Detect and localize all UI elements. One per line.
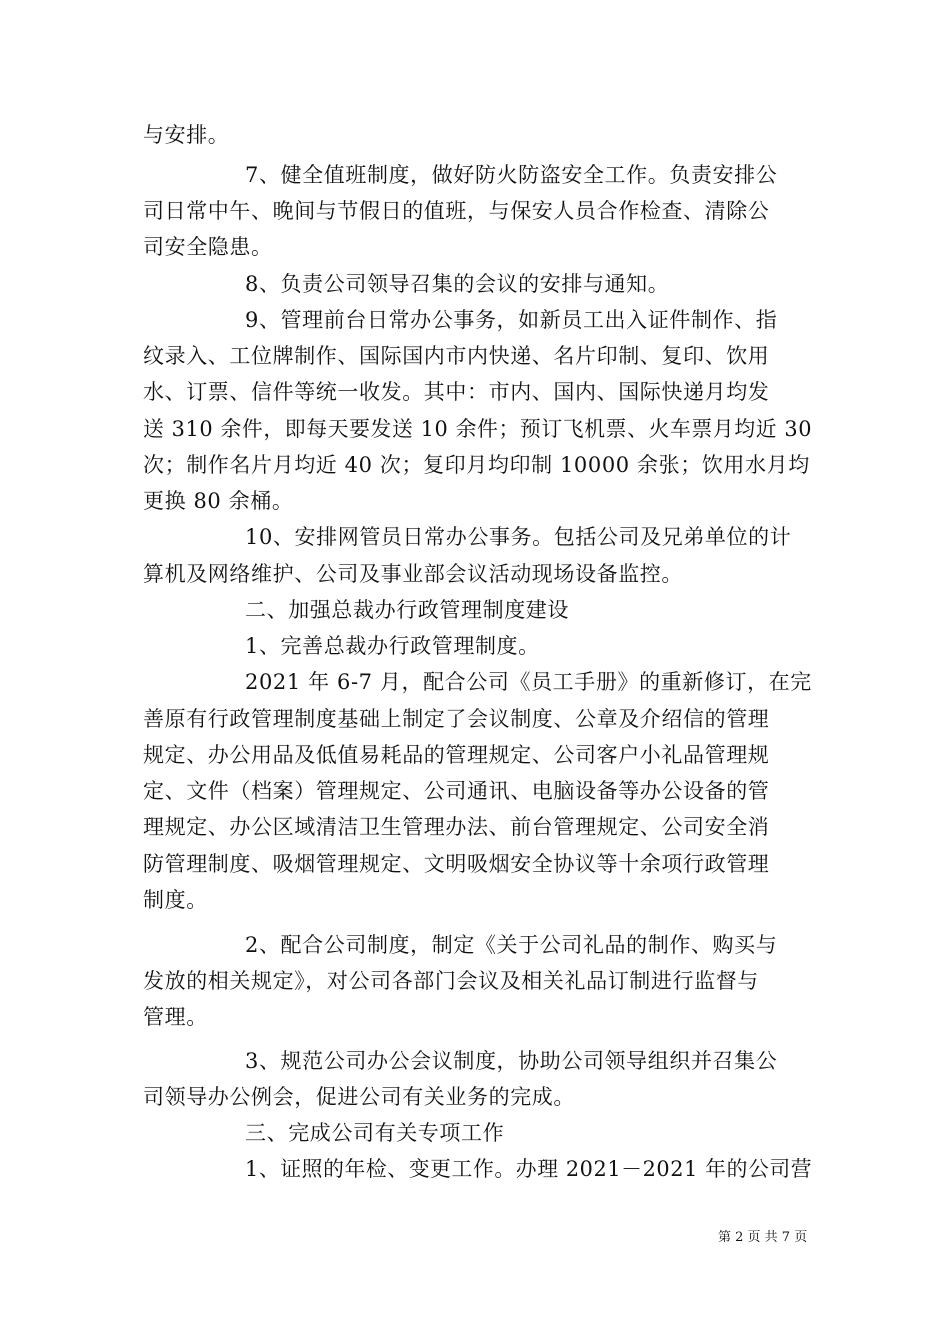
text-line: 定、文件（档案）管理规定、公司通讯、电脑设备等办公设备的管 [143, 779, 770, 803]
text-line: 防管理制度、吸烟管理规定、文明吸烟安全协议等十余项行政管理 [143, 852, 770, 876]
text-line: 1、证照的年检、变更工作。办理 2021－2021 年的公司营 [245, 1157, 813, 1181]
text-line: 与安排。 [143, 123, 230, 147]
text-line: 理规定、办公区域清洁卫生管理办法、前台管理规定、公司安全消 [143, 815, 770, 839]
text-line: 3、规范公司办公会议制度，协助公司领导组织并召集公 [245, 1049, 778, 1073]
text-line: 纹录入、工位牌制作、国际国内市内快递、名片印制、复印、饮用 [143, 344, 770, 368]
text-line: 水、订票、信件等统一收发。其中：市内、国内、国际快递月均发 [143, 380, 770, 404]
text-line: 司日常中午、晚间与节假日的值班，与保安人员合作检查、清除公 [143, 199, 770, 223]
text-line: 10、安排网管员日常办公事务。包括公司及兄弟单位的计 [245, 525, 792, 549]
text-line: 8、负责公司领导召集的会议的安排与通知。 [245, 272, 670, 296]
text-line: 管理。 [143, 1005, 208, 1029]
text-line: 2、配合公司制度，制定《关于公司礼品的制作、购买与 [245, 933, 778, 957]
text-line: 7、健全值班制度，做好防火防盗安全工作。负责安排公 [245, 163, 778, 187]
text-line: 送 310 余件，即每天要发送 10 余件；预订飞机票、火车票月均近 30 [143, 417, 813, 441]
text-line: 司领导办公例会，促进公司有关业务的完成。 [143, 1085, 575, 1109]
text-line: 9、管理前台日常办公事务，如新员工出入证件制作、指 [245, 308, 778, 332]
text-line: 制度。 [143, 888, 208, 912]
text-line: 发放的相关规定》，对公司各部门会议及相关礼品订制进行监督与 [143, 969, 759, 993]
text-line: 善原有行政管理制度基础上制定了会议制度、公章及介绍信的管理 [143, 707, 770, 731]
text-line: 司安全隐患。 [143, 235, 273, 259]
page-number: 第 2 页 共 7 页 [718, 1230, 808, 1245]
text-line: 算机及网络维护、公司及事业部会议活动现场设备监控。 [143, 562, 683, 586]
text-line: 2021 年 6-7 月，配合公司《员工手册》的重新修订，在完 [245, 670, 812, 694]
text-line: 规定、办公用品及低值易耗品的管理规定、公司客户小礼品管理规 [143, 743, 770, 767]
text-line: 1、完善总裁办行政管理制度。 [245, 634, 540, 658]
section-heading: 三、完成公司有关专项工作 [245, 1121, 505, 1145]
text-line: 次；制作名片月均近 40 次；复印月均印制 10000 余张；饮用水月均 [143, 453, 810, 477]
section-heading: 二、加强总裁办行政管理制度建设 [245, 598, 569, 622]
text-line: 更换 80 余桶。 [143, 489, 294, 513]
